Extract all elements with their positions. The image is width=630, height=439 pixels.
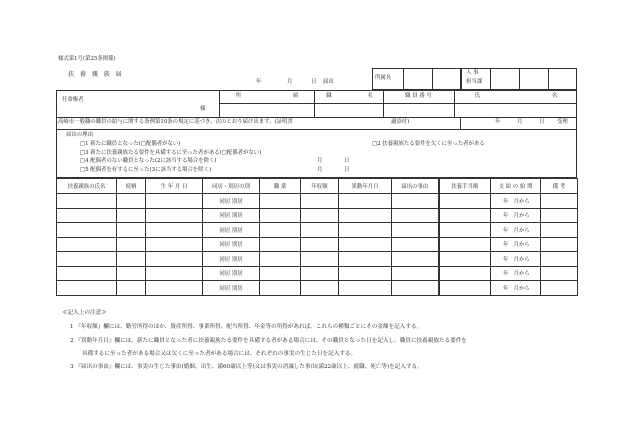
cell-6[interactable]	[339, 252, 392, 267]
cell-2[interactable]	[146, 194, 203, 209]
cell-1[interactable]	[117, 194, 146, 209]
col-cohabitation: 同居・別居の別	[203, 179, 260, 194]
cell-4[interactable]	[260, 281, 301, 296]
cell-6[interactable]	[339, 266, 392, 281]
cell-0[interactable]	[57, 281, 117, 296]
notes-title: ≪記入上の注意≫	[62, 310, 107, 316]
note-1: 1 『年収額』欄には、勤労所得のほか、資産所得、事業所得、配当所得、年金等の所得があれば、これらの種類ごとにその金額を記入する。	[70, 324, 423, 330]
reason-item-4-day: 日	[344, 158, 350, 164]
start-year: 年	[503, 271, 509, 278]
start-month-from: 月から	[513, 213, 530, 220]
cell-10[interactable]	[541, 266, 578, 281]
cell-7[interactable]	[392, 208, 439, 223]
cell-10[interactable]	[541, 208, 578, 223]
cell-0[interactable]	[57, 237, 117, 252]
table-row	[57, 266, 578, 281]
cell-10[interactable]	[541, 237, 578, 252]
submit-month: 月	[287, 79, 293, 85]
cell-8[interactable]	[439, 194, 491, 209]
cell-5[interactable]	[301, 208, 339, 223]
reason-item-5-day: 日	[344, 167, 350, 173]
cell-2[interactable]	[146, 281, 203, 296]
start-cell[interactable]	[491, 266, 541, 281]
col-allowance: 扶養手当額	[439, 179, 491, 194]
reason-item-5[interactable]: □5 配偶者を有するに至った(3に該当する場合を除く)	[80, 167, 212, 173]
start-month-from: 月から	[513, 256, 530, 263]
cell-8[interactable]	[439, 208, 491, 223]
cell-10[interactable]	[541, 194, 578, 209]
hr-label-2: 担当課	[466, 79, 483, 85]
cell-2[interactable]	[146, 237, 203, 252]
reason-item-4[interactable]: □4 配偶者のない職員となった(2に該当する場合を除く)	[80, 158, 217, 164]
table-row	[57, 252, 578, 267]
table-row	[57, 223, 578, 238]
start-month-from: 月から	[513, 285, 530, 292]
cell-6[interactable]	[339, 194, 392, 209]
cell-4[interactable]	[260, 252, 301, 267]
appointer-label: 任命権者	[62, 97, 84, 103]
start-cell[interactable]	[491, 208, 541, 223]
dept-header: 所 属	[235, 93, 299, 99]
start-month-from: 月から	[513, 242, 530, 249]
cell-7[interactable]	[392, 266, 439, 281]
cell-2[interactable]	[146, 266, 203, 281]
start-cell[interactable]	[491, 252, 541, 267]
col-remarks: 備 考	[541, 179, 578, 194]
cell-10[interactable]	[541, 223, 578, 238]
cell-6[interactable]	[339, 281, 392, 296]
reason-item-5-month: 月	[317, 167, 323, 173]
cell-10[interactable]	[541, 252, 578, 267]
cohabitation-cell[interactable]: 同居 別居	[203, 194, 260, 209]
cell-0[interactable]	[57, 208, 117, 223]
cell-4[interactable]	[260, 194, 301, 209]
col-birthdate: 生 年 月 日	[146, 179, 203, 194]
form-title: 扶 養 親 族 届	[68, 71, 124, 78]
cell-2[interactable]	[146, 208, 203, 223]
cell-2[interactable]	[146, 223, 203, 238]
start-month-from: 月から	[513, 271, 530, 278]
start-year: 年	[503, 227, 509, 234]
cell-5[interactable]	[301, 223, 339, 238]
start-year: 年	[503, 242, 509, 249]
cell-10[interactable]	[541, 281, 578, 296]
staff-number-header: 職 員 番 号	[405, 93, 432, 99]
attach-text: 適添付)	[391, 119, 410, 125]
cell-5[interactable]	[301, 194, 339, 209]
cell-4[interactable]	[260, 223, 301, 238]
cohabitation-cell[interactable]: 同居 別居	[203, 252, 260, 267]
cell-4[interactable]	[260, 237, 301, 252]
cohabitation-cell[interactable]: 同居 別居	[203, 223, 260, 238]
cohabitation-cell[interactable]: 同居 別居	[203, 208, 260, 223]
cell-0[interactable]	[57, 194, 117, 209]
cell-8[interactable]	[439, 281, 491, 296]
cell-1[interactable]	[117, 266, 146, 281]
col-reason: 届出の事由	[392, 179, 439, 194]
start-month-from: 月から	[513, 198, 530, 205]
cell-1[interactable]	[117, 281, 146, 296]
cell-6[interactable]	[339, 237, 392, 252]
cell-7[interactable]	[392, 194, 439, 209]
receipt-year: 年	[495, 119, 501, 125]
cell-8[interactable]	[439, 266, 491, 281]
col-relation: 続柄	[117, 179, 146, 194]
submit-day: 日	[311, 79, 317, 85]
cell-0[interactable]	[57, 252, 117, 267]
cell-7[interactable]	[392, 223, 439, 238]
cell-7[interactable]	[392, 237, 439, 252]
cell-5[interactable]	[301, 266, 339, 281]
start-cell[interactable]	[491, 281, 541, 296]
position-header: 職 名	[326, 93, 373, 99]
start-year: 年	[503, 198, 509, 205]
cell-4[interactable]	[260, 208, 301, 223]
cell-4[interactable]	[260, 266, 301, 281]
cell-7[interactable]	[392, 281, 439, 296]
table-row	[57, 281, 578, 296]
col-change-date: 異動年月日	[339, 179, 392, 194]
cell-8[interactable]	[439, 237, 491, 252]
cell-8[interactable]	[439, 252, 491, 267]
receipt-day: 日	[539, 119, 545, 125]
cell-0[interactable]	[57, 223, 117, 238]
start-cell[interactable]	[491, 237, 541, 252]
cell-1[interactable]	[117, 237, 146, 252]
cell-5[interactable]	[301, 281, 339, 296]
start-cell[interactable]	[491, 223, 541, 238]
table-row	[57, 208, 578, 223]
note-2-cont: 具備するに至った者がある場合又は欠くに至った者がある場合には、それぞれの事実の生じた日を記入する。	[82, 351, 357, 357]
start-year: 年	[503, 285, 509, 292]
col-occupation: 職 業	[260, 179, 301, 194]
receipt-label: 受理	[557, 119, 568, 125]
submitted-label: 届出	[323, 79, 334, 85]
reason-item-3[interactable]: □3 新たに扶養親族たる要件を具備するに至った者がある(□配偶者がない)	[80, 150, 262, 156]
receipt-month: 月	[517, 119, 523, 125]
col-name: 扶養親族の氏名	[57, 179, 117, 194]
col-income: 年収額	[301, 179, 339, 194]
cell-2[interactable]	[146, 252, 203, 267]
form-number: 様式第1号(第25条関係)	[58, 56, 116, 62]
submit-year: 年	[256, 79, 262, 85]
start-month-from: 月から	[513, 227, 530, 234]
reason-item-1[interactable]: □1 新たに職員となった(□配偶者がない)	[80, 141, 181, 147]
table-row	[57, 237, 578, 252]
statement-text: 高崎市一般職の職員の給与に関する条例第10条の規定に基づき、次のとおり届け出ます。(証明書	[58, 119, 293, 125]
cohabitation-cell[interactable]: 同居 別居	[203, 237, 260, 252]
note-3: 3 『届出の事由』欄には、事実の生じた事由(婚姻、出生、満60歳以上等)又は事実の消滅した事由(満22歳以上、就職、死亡等)を記入する。	[70, 364, 423, 370]
cell-1[interactable]	[117, 223, 146, 238]
note-2: 2 『異動年月日』欄には、新たに職員となった者に扶養親族たる要件を具備する者がある場合には、その職員となった日を記入し、職員に扶養親族たる要件を	[70, 338, 467, 344]
table-row	[57, 194, 578, 209]
cell-5[interactable]	[301, 237, 339, 252]
cohabitation-cell[interactable]: 同居 別居	[203, 266, 260, 281]
dependents-table	[56, 178, 578, 296]
appointer-seal: 様	[200, 106, 206, 112]
cell-7[interactable]	[392, 252, 439, 267]
cell-0[interactable]	[57, 266, 117, 281]
cell-1[interactable]	[117, 252, 146, 267]
reason-item-2[interactable]: □2 扶養親族たる要件を欠くに至った者がある	[372, 141, 485, 147]
cell-8[interactable]	[439, 223, 491, 238]
cell-5[interactable]	[301, 252, 339, 267]
reason-item-4-month: 月	[317, 158, 323, 164]
reason-title: 届出の理由	[66, 132, 93, 138]
dept-head-label: 所属長	[375, 75, 392, 81]
start-cell[interactable]	[491, 194, 541, 209]
hr-label-1: 人 事	[466, 70, 479, 76]
cell-6[interactable]	[339, 208, 392, 223]
cohabitation-cell[interactable]: 同居 別居	[203, 281, 260, 296]
cell-6[interactable]	[339, 223, 392, 238]
cell-1[interactable]	[117, 208, 146, 223]
name-header: 氏 名	[474, 93, 558, 99]
col-start: 支 給 の 始 期	[491, 179, 541, 194]
start-year: 年	[503, 256, 509, 263]
start-year: 年	[503, 213, 509, 220]
